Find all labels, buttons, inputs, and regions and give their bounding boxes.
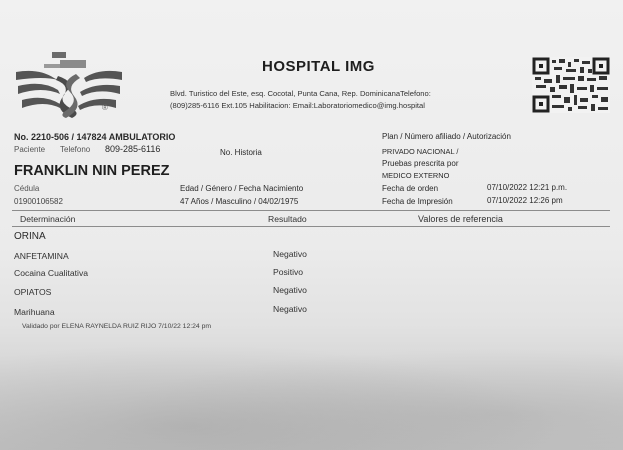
header-resultado: Resultado xyxy=(268,214,307,224)
patient-name: FRANKLIN NIN PEREZ xyxy=(14,163,170,179)
patient-label: Paciente xyxy=(14,145,46,154)
table-row-name: Cocaina Cualitativa xyxy=(14,268,89,278)
table-row-name: Marihuana xyxy=(14,307,55,317)
table-header-divider xyxy=(12,226,610,227)
header-valores-referencia: Valores de referencia xyxy=(418,214,503,224)
table-row-result: Negativo xyxy=(273,304,307,314)
table-row-result: Negativo xyxy=(273,285,307,295)
validated-by: Validado por ELENA RAYNELDA RUIZ RIJO 7/10/22 12:24 pm xyxy=(22,323,212,330)
orden-label: Fecha de orden xyxy=(382,184,439,193)
orden-value: 07/10/2022 12:21 p.m. xyxy=(487,183,568,192)
history-label: No. Historia xyxy=(220,148,262,157)
table-row-name: OPIATOS xyxy=(14,287,52,297)
phone-label: Telefono xyxy=(60,145,91,154)
plan-label: Plan / Número afiliado / Autorización xyxy=(382,132,511,141)
impresion-label: Fecha de Impresión xyxy=(382,197,453,206)
table-row-result: Positivo xyxy=(273,267,304,277)
cedula-value: 01900106582 xyxy=(14,197,63,206)
address-line-1: Blvd. Turistico del Este, esq. Cocotal, Punta Cana, Rep. DominicanaTelefono: xyxy=(170,89,431,98)
section-orina: ORINA xyxy=(14,231,46,242)
demographics-label: Edad / Género / Fecha Nacimiento xyxy=(180,184,304,193)
table-row-name: ANFETAMINA xyxy=(14,251,69,261)
address-line-2: (809)285-6116 Ext.105 Habilitacion: Email:Laboratoriomedico@img.hospital xyxy=(170,101,425,110)
header-determinacion: Determinación xyxy=(20,214,76,224)
order-number: No. 2210-506 / 147824 AMBULATORIO xyxy=(14,132,176,142)
impresion-value: 07/10/2022 12:26 pm xyxy=(487,196,563,205)
table-row-result: Negativo xyxy=(273,249,307,259)
phone-value: 809-285-6116 xyxy=(105,144,161,154)
plan-value: PRIVADO NACIONAL / xyxy=(382,147,459,156)
hospital-title: HOSPITAL IMG xyxy=(262,58,375,75)
cedula-label: Cédula xyxy=(14,184,40,193)
demographics-value: 47 Años / Masculino / 04/02/1975 xyxy=(180,197,299,206)
logo-mark: ® xyxy=(102,103,108,112)
qr-code-icon xyxy=(532,57,610,113)
pruebas-label: Pruebas prescrita por xyxy=(382,159,459,168)
pruebas-value: MEDICO EXTERNO xyxy=(382,171,450,180)
table-top-divider xyxy=(12,210,610,211)
